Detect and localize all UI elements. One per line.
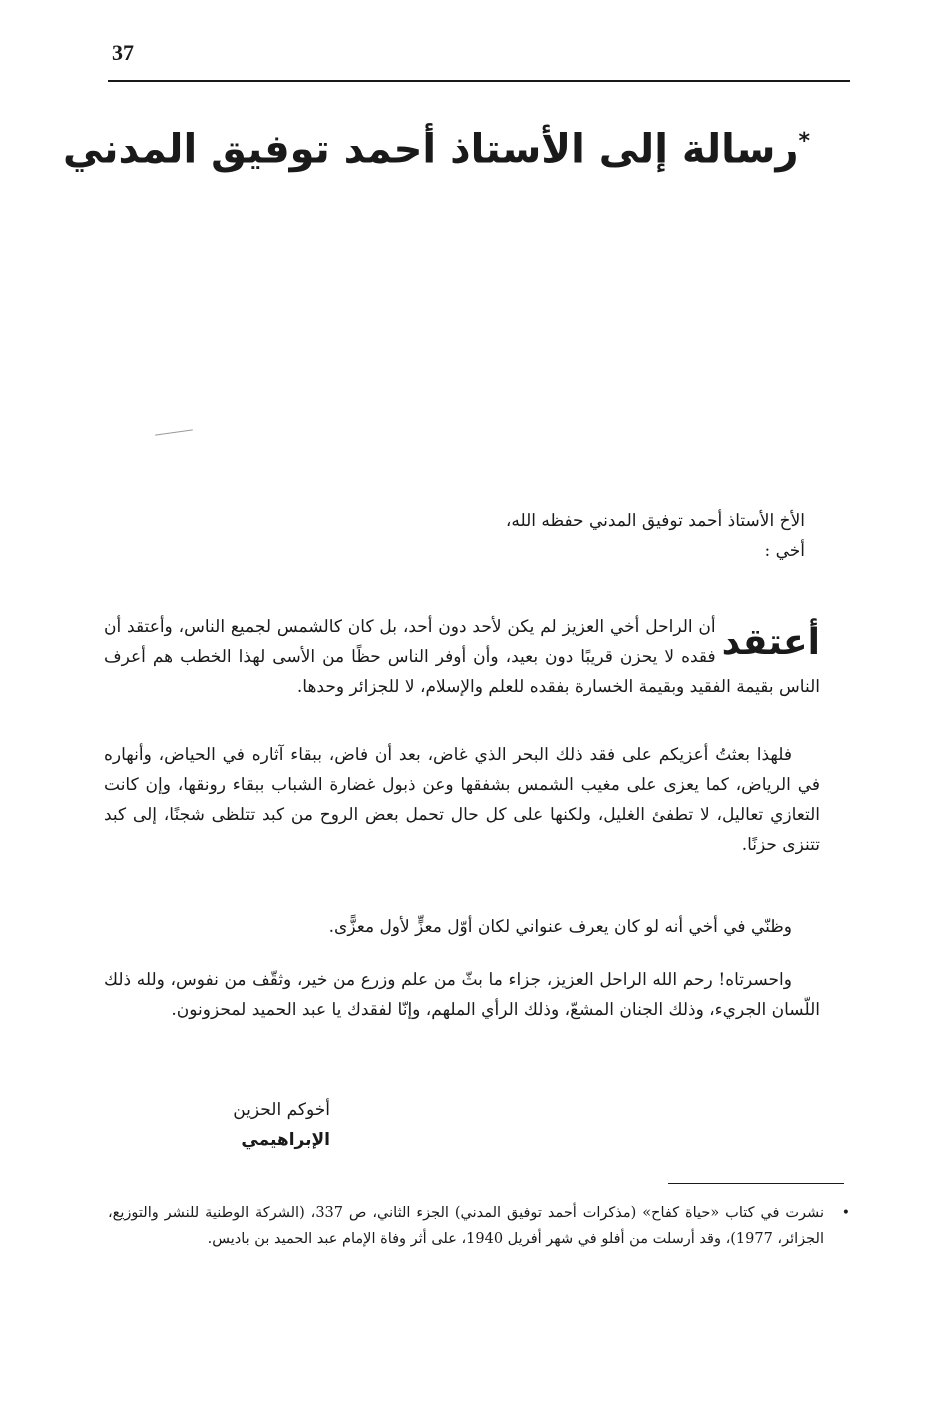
title-text: رسالة إلى الأستاذ أحمد توفيق المدني	[63, 126, 799, 173]
letter-paragraph-2	[104, 740, 820, 860]
signoff-line: أخوكم الحزين	[233, 1100, 330, 1120]
paragraph-text: فلهذا بعثتُ أعزيكم على فقد ذلك البحر الذي غاض، بعد أن فاض، ببقاء آثاره في الحياض، وأنهاره في الرياض، كما يعزى على مغيب الشمس بشفقها وعن ذبول غضارة الشباب ببقاء رونقها، وإن كانت التعازي تعاليل، لا تطفئ الغليل، ولكنها على كل حال تحمل بعض الروح من كبد تتلظى شجنًا، إلى كبد تتنزى حزنًا.	[104, 745, 820, 855]
letter-paragraph-4	[104, 965, 820, 1025]
paragraph-text: أن الراحل أخي العزيز لم يكن لأحد دون أحد، بل كان كالشمس لجميع الناس، وأعتقد أن فقده لا يحزن قريبًا دون بعيد، وأن أوفر الناس حظًا من الأسى لهذا الخطب هم أعرف الناس بقيمة الفقيد وبقيمة الخسارة بفقده للعلم والإسلام، لا للجزائر وحدها.	[104, 617, 820, 697]
salutation-line: الأخ الأستاذ أحمد توفيق المدني حفظه الله،	[505, 511, 805, 531]
footnote	[108, 1200, 850, 1252]
footnote-rule	[668, 1183, 844, 1184]
title-footnote-marker: *	[798, 129, 810, 154]
signature: الإبراهيمي	[241, 1130, 330, 1150]
scan-mark	[155, 429, 193, 435]
salutation-greeting: أخي :	[764, 541, 805, 561]
footnote-bullet: •	[841, 1205, 850, 1221]
letter-paragraph-3	[104, 912, 820, 942]
dropcap-word: أعتقد	[721, 622, 820, 663]
header-rule	[108, 80, 850, 82]
paragraph-text: واحسرتاه! رحم الله الراحل العزيز، جزاء ما بثّ من علم وزرع من خير، وثقّف من نفوس، ولله ذلك اللّسان الجريء، وذلك الجنان المشعّ، وذلك الرأي الملهم، وإنّا لفقدك يا عبد الحميد لمحزونون.	[104, 970, 820, 1020]
signoff	[200, 1095, 330, 1155]
letter-paragraph-1	[104, 612, 820, 702]
paragraph-text: وظنّي في أخي أنه لو كان يعرف عنواني لكان أوّل معزٍّ لأول معزًّى.	[328, 917, 792, 937]
page-title	[63, 112, 810, 179]
footnote-text: نشرت في كتاب «حياة كفاح» (مذكرات أحمد توفيق المدني) الجزء الثاني، ص 337، (الشركة الوطنية للنشر والتوزيع، الجزائر، 1977)، وقد أرسلت من أفلو في شهر أفريل 1940، على أثر وفاة الإمام عبد الحميد بن باديس.	[108, 1205, 824, 1247]
salutation	[300, 506, 805, 566]
page-number: 37	[112, 40, 134, 65]
